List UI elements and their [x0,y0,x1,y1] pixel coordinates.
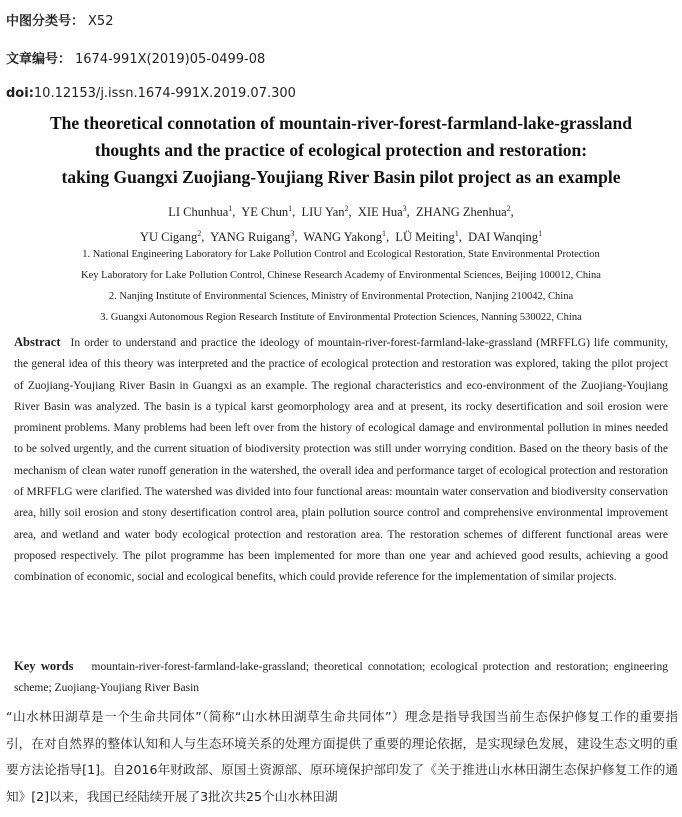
affiliation-line: 3. Guangxi Autonomous Region Research Institute of Environmental Protection Sciences, Nanning 530022, China [100,312,582,323]
keywords-label: Key words [14,659,74,673]
keywords-block [14,656,668,700]
author-affiliation-mark: 1 [538,229,543,239]
article-number-value: 1674-991X(2019)05-0499-08 [75,52,266,67]
author-name: YE Chun [241,205,289,220]
affiliation-list [0,244,682,328]
author-affiliation-mark: 1 [454,229,459,239]
author-name: XIE Hua [357,205,403,220]
body-paragraph: “山水林田湖草是一个生命共同体”（简称“山水林田湖草生命共同体”）理念是指导我国当前生态保护修复工作的重要指引，在对自然界的整体认知和人与生态环境关系的处理方面提供了重要的理论依据，是实现绿色发展，建设生态文明的重要方法论指导[1]。自2016年财政部、原国土资源部、原环境保护部印发了《关于推进山水林田湖生态保护修复工作的通知》[2]以来，我国已经陆续开展了3批次共25个山水林田湖 [6,709,678,804]
author-name: ZHANG Zhenhua [416,205,507,220]
author-affiliation-mark: 1 [288,204,293,213]
affiliation-line: 2. Nanjing Institute of Environmental Sciences, Ministry of Environmental Protection, Nanjing 210042, China [108,291,574,302]
author-name: LÜ Meiting [395,230,455,245]
keywords-text: mountain-river-forest-farmland-lake-grassland; theoretical connotation; ecological protection and restoration; engineering scheme; Zuojiang-Youjiang River Basin [14,661,668,695]
abstract-block [14,332,668,589]
article-number-line [6,48,265,67]
abstract-text: In order to understand and practice the ideology of mountain-river-forest-farmland-lake-grassland (MRFFLG) life community, the general idea of this theory was interpreted and the practice of ecological protection and restoration was explored, taking the pilot project of Zuojiang-Youjiang River Basin in Guangxi as an example. The regional characteristics and eco-environment of the Zuojiang-Youjiang River Basin was analyzed. The basin is a typical karst geomorphology area and at present, its rocky desertification and soil erosion were prominent problems. Many problems had been left over from the history of ecological damage and environmental pollution in mines needed to be solved urgently, and the current situation of biodiversity protection was still under worrying condition. Based on the theory basis of the mechanism of clean water runoff generation in the watershed, the overall idea and performance target of ecological protection and restoration of MRFFLG were clarified. The watershed was divided into four functional areas: mountain water conservation and biodiversity conservation area, hilly soil erosion and stony desertification control area, plain pollution source control and comprehensive environmental improvement area, and wetland and water body ecological protection and restoration area. The restoration schemes of different functional areas were proposed respectively. The pilot programme has been implemented for more than one year and achieved good results, achieving a good combination of economic, social and ecological benefits, which could provide reference for the implementation of similar projects. [14,337,668,584]
article-number-label: 文章编号： [6,52,72,67]
author-line-1: LI Chunhua$^1$, YE Chun$^1$, LIU Yan$^2$, XIE Hua$^3$, ZHANG Zhenhua$^2$, [168,204,514,220]
author-affiliation-mark: 1 [228,204,233,213]
title-line: thoughts and the practice of ecological protection and restoration: [94,140,588,160]
paper-title [0,110,682,191]
author-affiliation-mark: 3 [402,204,407,213]
author-name: YU Cigang [139,230,198,245]
author-name: WANG Yakong [303,230,382,245]
author-name: DAI Wanqing [468,230,539,245]
abstract-label: Abstract [14,335,61,349]
clc-number-line [6,10,113,29]
clc-label: 中图分类号： [6,14,85,29]
author-list [0,198,682,248]
author-affiliation-mark: 2 [506,204,511,213]
author-affiliation-mark: 1 [382,229,386,239]
doi-line [6,86,296,101]
affiliation-line: Key Laboratory for Lake Pollution Control, Chinese Research Academy of Environmental Sciences, Beijing 100012, China [81,270,601,281]
doi-label: doi: [6,86,34,101]
author-name: LI Chunhua [168,205,229,220]
title-line: The theoretical connotation of mountain-river-forest-farmland-lake-grassland [50,113,632,133]
author-name: YANG Ruigang [210,230,291,245]
title-line: taking Guangxi Zuojiang-Youjiang River Basin pilot project as an example [61,167,621,187]
author-line-2: YU Cigang$^2$, YANG Ruigang$^3$, WANG Yakong$^1$, LÜ Meiting$^1$, DAI Wanqing$^1$ [139,229,543,245]
doi-value: 10.12153/j.issn.1674-991X.2019.07.300 [33,86,296,101]
author-affiliation-mark: 2 [344,204,349,213]
affiliation-line: 1. National Engineering Laboratory for Lake Pollution Control and Ecological Restoration, State Environmental Protection [82,249,600,260]
author-affiliation-mark: 3 [290,229,295,239]
author-name: LIU Yan [301,205,345,220]
author-affiliation-mark: 2 [197,229,202,239]
clc-value: X52 [88,14,114,29]
